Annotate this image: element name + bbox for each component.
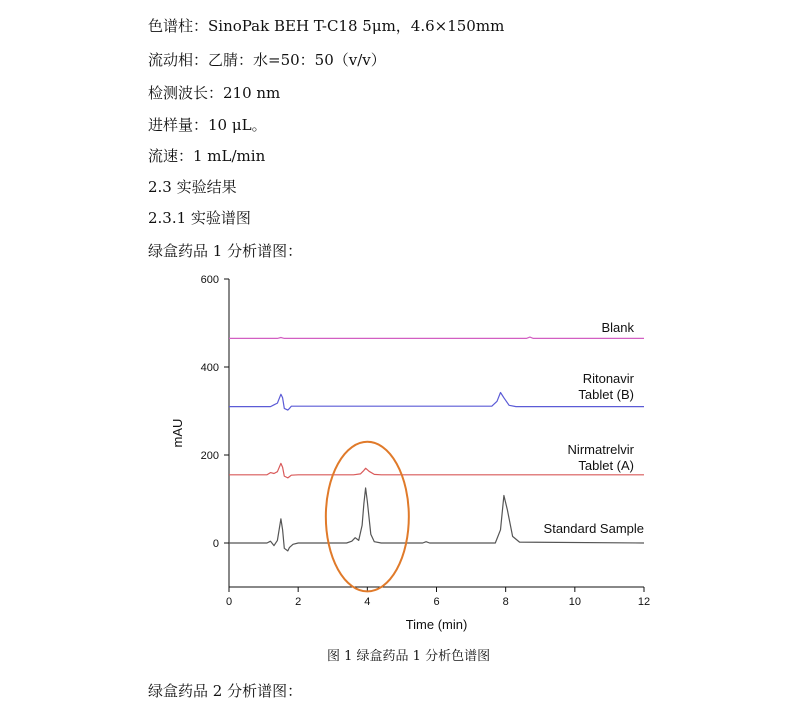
section-heading-2-3: 2.3 实验结果 (148, 178, 237, 196)
injection-volume-line: 进样量：10 μL。 (148, 116, 267, 134)
series-label-1: Tablet (B) (578, 387, 634, 402)
y-tick-label: 200 (200, 450, 219, 462)
series-label-3: Standard Sample (543, 521, 644, 536)
mobile-phase-line: 流动相：乙腈：水=50：50（v/v） (148, 51, 386, 69)
x-tick-label: 8 (502, 596, 509, 608)
x-tick-label: 12 (637, 596, 651, 608)
x-tick-label: 10 (568, 596, 581, 608)
series-line-3 (229, 488, 644, 551)
y-tick-label: 0 (212, 538, 219, 550)
x-tick-label: 4 (364, 596, 371, 608)
figure-intro-line: 绿盒药品 1 分析谱图： (148, 242, 303, 260)
series-label-1: Ritonavir (582, 371, 634, 386)
column-spec-line: 色谱柱：SinoPak BEH T-C18 5μm，4.6×150mm (148, 17, 505, 35)
series-line-0 (229, 337, 644, 338)
x-tick-label: 6 (433, 596, 440, 608)
subsection-heading-2-3-1: 2.3.1 实验谱图 (148, 209, 251, 227)
wavelength-line: 检测波长：210 nm (148, 84, 281, 102)
series-label-2: Tablet (A) (578, 458, 634, 473)
figure-caption: 图 1 绿盒药品 1 分析色谱图 (327, 649, 491, 664)
highlight-ellipse (326, 442, 409, 592)
x-axis-title: Time (min) (405, 617, 468, 632)
series-label-0: Blank (601, 320, 634, 335)
x-tick-label: 2 (295, 596, 302, 608)
y-tick-label: 600 (200, 274, 219, 286)
x-tick-label: 0 (225, 596, 233, 608)
next-figure-heading: 绿盒药品 2 分析谱图： (148, 682, 303, 700)
series-label-2: Nirmatrelvir (567, 442, 634, 457)
y-tick-label: 400 (200, 362, 219, 374)
y-axis-title: mAU (170, 418, 185, 448)
flow-rate-line: 流速：1 mL/min (148, 147, 266, 165)
